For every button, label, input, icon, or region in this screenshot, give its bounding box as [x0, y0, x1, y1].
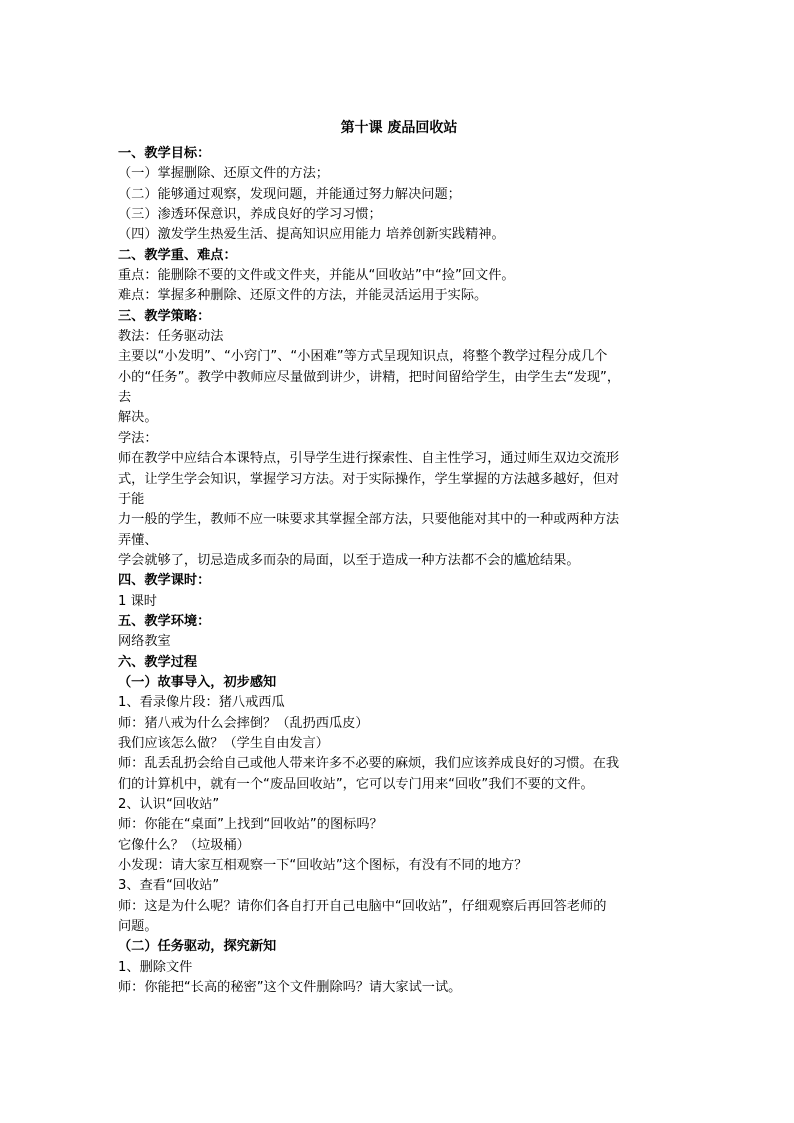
body-text-line: 难点：掌握多种删除、还原文件的方法，并能灵活运用于实际。: [118, 288, 488, 304]
body-text-line: 1、删除文件: [118, 959, 193, 975]
body-text-line: 师在教学中应结合本课特点，引导学生进行探索性、自主性学习，通过师生双边交流形: [118, 451, 620, 467]
body-text-line: 师：猪八戒为什么会摔倒？（乱扔西瓜皮）: [118, 715, 369, 731]
document-page: [118, 116, 678, 998]
body-text-line: 于能: [118, 491, 145, 507]
body-text-line: 师：乱丢乱扔会给自己或他人带来许多不必要的麻烦，我们应该养成良好的习惯。在我: [118, 756, 620, 772]
body-text-line: 主要以“小发明”、“小窍门”、“小困难”等方式呈现知识点，将整个教学过程分成几个: [118, 349, 608, 365]
body-text-line: 式，让学生学会知识，掌握学习方法。对于实际操作，学生掌握的方法越多越好，但对: [118, 471, 620, 487]
body-text-line: 网络教室: [118, 634, 171, 650]
body-text-line: 我们应该怎么做？（学生自由发言）: [118, 735, 329, 751]
body-text-line: （四）激发学生热爱生活、提高知识应用能力 培养创新实践精神。: [118, 227, 505, 243]
section-heading: （一）故事导入，初步感知: [118, 674, 277, 690]
section-heading: 一、教学目标：: [118, 146, 211, 161]
body-text-line: 2、认识“回收站”: [118, 797, 220, 812]
body-text-line: 重点：能删除不要的文件或文件夹，并能从“回收站”中“捡”回文件。: [118, 268, 515, 284]
section-heading: 三、教学策略：: [118, 308, 211, 324]
document-body: [118, 144, 678, 998]
body-text-line: 1 课时: [118, 593, 157, 609]
body-text-line: 3、查看“回收站”: [118, 878, 220, 894]
page-title: 第十课 废品回收站: [340, 120, 458, 136]
body-text-line: 问题。: [118, 919, 158, 935]
body-text-line: 它像什么？（垃圾桶）: [118, 837, 250, 853]
body-text-line: 去: [118, 390, 132, 406]
section-heading: 二、教学重、难点：: [118, 247, 237, 263]
body-text-line: 教法：任务驱动法: [118, 329, 224, 345]
section-heading: 四、教学课时：: [118, 573, 211, 589]
body-text-line: 学会就够了，切忌造成多而杂的局面，以至于造成一种方法都不会的尴尬结果。: [118, 552, 580, 568]
section-heading: 六、教学过程: [118, 654, 198, 670]
body-text-line: 师：这是为什么呢？请你们各自打开自己电脑中“回收站”，仔细观察后再回答老师的: [118, 898, 607, 914]
body-text-line: 师：你能把“长高的秘密”这个文件删除吗？请大家试一试。: [118, 980, 462, 996]
body-text-line: 解决。: [118, 410, 158, 426]
body-text-line: 师：你能在“桌面”上找到“回收站”的图标吗？: [118, 817, 383, 833]
body-text-line: 们的计算机中，就有一个“废品回收站”，它可以专门用来“回收”我们不要的文件。: [118, 776, 594, 792]
body-text-line: （一）掌握删除、还原文件的方法；: [118, 166, 329, 182]
body-text-line: 小的“任务”。教学中教师应尽量做到讲少，讲精，把时间留给学生，由学生去“发现”，: [118, 369, 621, 385]
section-heading: 五、教学环境：: [118, 613, 211, 629]
body-text-line: 力一般的学生，教师不应一味要求其掌握全部方法，只要他能对其中的一种或两种方法: [118, 512, 620, 528]
body-text-line: （三）渗透环保意识，养成良好的学习习惯；: [118, 207, 382, 223]
body-text-line: 弄懂、: [118, 532, 158, 548]
section-heading: （二）任务驱动，探究新知: [118, 939, 277, 955]
body-text-line: 小发现：请大家互相观察一下“回收站”这个图标，有没有不同的地方？: [118, 858, 528, 874]
body-text-line: 1、看录像片段：猪八戒西瓜: [118, 695, 285, 711]
body-text-line: 学法：: [118, 430, 158, 446]
body-text-line: （二）能够通过观察，发现问题，并能通过努力解决问题；: [118, 186, 461, 202]
